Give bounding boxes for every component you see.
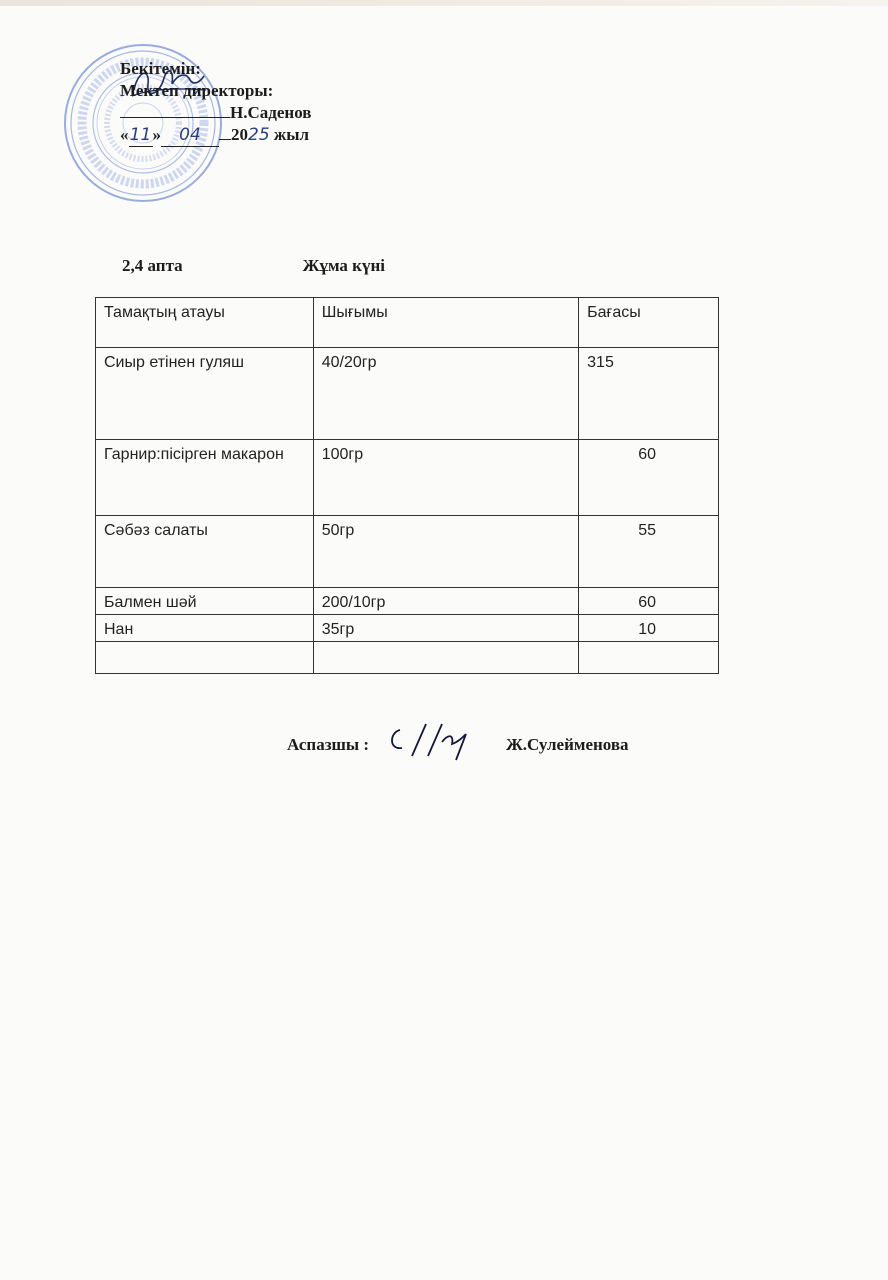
portion-cell: 100гр	[313, 440, 578, 516]
portion-cell: 200/10гр	[313, 588, 578, 615]
dish-name-cell: Нан	[96, 615, 314, 642]
signature-blank	[120, 117, 230, 118]
table-row-empty	[96, 642, 719, 674]
date-day: 11	[129, 125, 152, 145]
approval-role: Мектеп директоры:	[120, 81, 274, 100]
day-label: Жұма күні	[302, 256, 385, 275]
table-row	[96, 516, 719, 588]
price-cell: 60	[579, 440, 719, 516]
dish-name-cell: Сиыр етінен гуляш	[96, 348, 314, 440]
table-row	[96, 588, 719, 615]
table-row	[96, 348, 719, 440]
price-cell: 55	[579, 516, 719, 588]
portion-cell: 35гр	[313, 615, 578, 642]
page-top-edge	[0, 0, 888, 6]
portion-cell: 40/20гр	[313, 348, 578, 440]
header-portion: Шығымы	[313, 298, 578, 348]
price-cell: 10	[579, 615, 719, 642]
date-month: 04	[161, 124, 219, 147]
date-quote-open: «	[120, 125, 129, 144]
price-cell: 315	[579, 348, 719, 440]
header-dish-name: Тамақтың атауы	[96, 298, 314, 348]
table-row	[96, 615, 719, 642]
menu-heading	[122, 256, 385, 276]
price-cell	[579, 642, 719, 674]
portion-cell	[313, 642, 578, 674]
dish-name-cell: Балмен шәй	[96, 588, 314, 615]
approval-date	[120, 124, 311, 147]
year-handwritten: 25	[248, 125, 270, 145]
cook-name: Ж.Сулейменова	[506, 735, 629, 754]
cook-signature	[382, 716, 472, 764]
dish-name-cell: Сәбәз салаты	[96, 516, 314, 588]
approval-block	[120, 58, 311, 147]
cook-label: Аспазшы :	[287, 735, 370, 754]
table-row	[96, 440, 719, 516]
week-label: 2,4 апта	[122, 256, 183, 275]
year-prefix: 20	[231, 125, 248, 144]
date-quote-close: »	[152, 125, 161, 144]
portion-cell: 50гр	[313, 516, 578, 588]
approval-title: Бекітемін:	[120, 59, 201, 78]
header-price: Бағасы	[579, 298, 719, 348]
dish-name-cell	[96, 642, 314, 674]
dish-name-cell: Гарнир:пісірген макарон	[96, 440, 314, 516]
menu-table	[95, 297, 719, 674]
director-line	[120, 102, 311, 124]
year-suffix: жыл	[273, 125, 310, 144]
price-cell: 60	[579, 588, 719, 615]
date-gap	[219, 139, 231, 140]
director-name: Н.Саденов	[230, 103, 312, 122]
table-header-row	[96, 298, 719, 348]
